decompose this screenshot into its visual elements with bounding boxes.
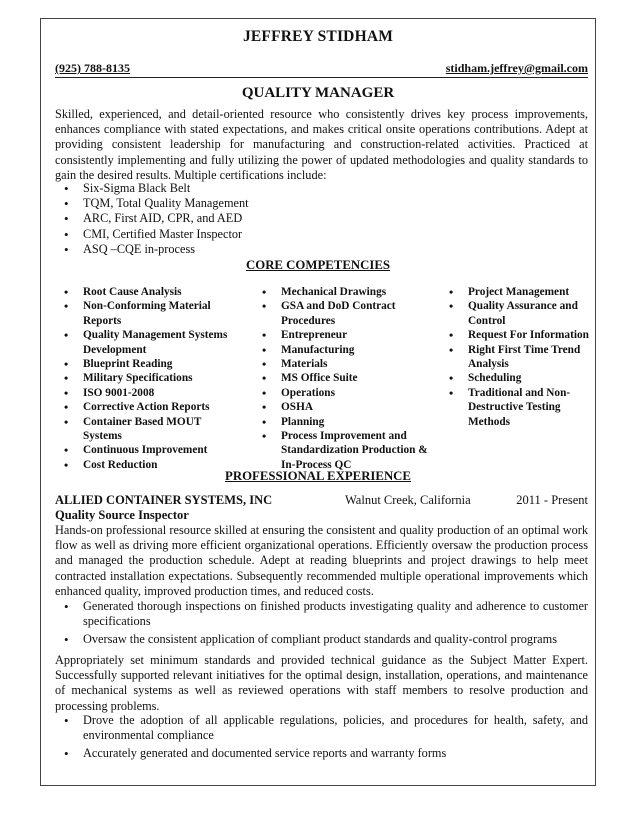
job-bullets-2 [55, 713, 588, 762]
job-bullet: • Generated thorough inspections on finished products investigating quality and adherence to customer specifications [55, 599, 588, 629]
candidate-name: JEFFREY STIDHAM [242, 28, 394, 45]
certification-item: • ASQ –CQE in-process [55, 242, 249, 257]
job-bullet: • Drove the adoption of all applicable regulations, policies, and procedures for health, safety, and environmental compliance [55, 713, 588, 743]
competency-item: • Entrepreneur [253, 328, 433, 342]
competency-item: • GSA and DoD Contract Procedures [253, 299, 433, 328]
job-description-paragraph-1: Hands-on professional resource skilled at ensuring the consistent and quality production of an optimal work flow as well as driving more efficient organizational operations. Efficiently oversaw the production process and managed the production schedule. Adept at reading blueprints and project drawings to help meet contracted installation expectations. Subsequently recommended multiple operational improvements which enhanced quality, improved production times, and reduced costs. [55, 523, 588, 598]
professional-experience-heading: PROFESSIONAL EXPERIENCE [225, 469, 411, 483]
job-bullet: • Oversaw the consistent application of compliant product standards and quality-control programs [55, 632, 588, 647]
job-location: Walnut Creek, California [345, 493, 471, 507]
competency-item: • Traditional and Non-Destructive Testing Methods [440, 386, 590, 429]
job-bullets-1 [55, 599, 588, 648]
competency-item: • Planning [253, 415, 433, 429]
competency-item: • Blueprint Reading [55, 357, 230, 371]
job-header [55, 493, 588, 509]
job-title: Quality Source Inspector [55, 508, 189, 522]
competency-item: • Quality Management Systems Development [55, 328, 230, 357]
job-bullet: • Accurately generated and documented service reports and warranty forms [55, 746, 588, 761]
competency-item: • Materials [253, 357, 433, 371]
competency-item: • MS Office Suite [253, 371, 433, 385]
job-description-paragraph-2: Appropriately set minimum standards and provided technical guidance as the Subject Matter Expert. Successfully supported relevant initiatives for the optimal design, installation, operations, and maintenance of mechanical systems as well as reviewed operations with staff members to resolve production and processing problems. [55, 653, 588, 713]
contact-line [55, 61, 588, 78]
certification-item: • TQM, Total Quality Management [55, 196, 249, 211]
competency-item: • Request For Information [440, 328, 590, 342]
competency-item: • OSHA [253, 400, 433, 414]
competency-item: • Mechanical Drawings [253, 285, 433, 299]
competency-item: • Root Cause Analysis [55, 285, 230, 299]
competency-item: • Continuous Improvement [55, 443, 230, 457]
competency-item: • Non-Conforming Material Reports [55, 299, 230, 328]
competency-item: • Cost Reduction [55, 458, 230, 472]
competency-item: • Right First Time Trend Analysis [440, 343, 590, 372]
competency-item: • Process Improvement and Standardization Production & In-Process QC [253, 429, 433, 472]
competency-column-3 [440, 285, 590, 429]
certification-item: • Six-Sigma Black Belt [55, 181, 249, 196]
resume-page [40, 18, 596, 786]
job-target-title: QUALITY MANAGER [241, 85, 395, 101]
email-address: stidham.jeffrey@gmail.com [445, 61, 588, 75]
competency-item: • Manufacturing [253, 343, 433, 357]
competency-item: • ISO 9001-2008 [55, 386, 230, 400]
competency-column-1 [55, 285, 230, 472]
competency-item: • Corrective Action Reports [55, 400, 230, 414]
competency-item: • Military Specifications [55, 371, 230, 385]
certification-list [55, 181, 249, 257]
certification-item: • ARC, First AID, CPR, and AED [55, 211, 249, 226]
certification-item: • CMI, Certified Master Inspector [55, 227, 249, 242]
competency-item: • Quality Assurance and Control [440, 299, 590, 328]
competency-item: • Scheduling [440, 371, 590, 385]
competency-item: • Project Management [440, 285, 590, 299]
core-competencies-heading: CORE COMPETENCIES [246, 258, 390, 272]
job-dates: 2011 - Present [516, 493, 588, 507]
phone-number: (925) 788-8135 [55, 61, 130, 75]
summary-paragraph: Skilled, experienced, and detail-oriented resource who consistently drives key process improvements, enhances compliance with stated expectations, and makes critical onsite operations contributions. Adept at providing consistent leadership for manufacturing and construction-related activities. Practiced at consistently implementing and fully utilizing the power of updated methodologies and quality standards to gain the desired results. Multiple certifications include: [55, 107, 588, 182]
competency-item: • Container Based MOUT Systems [55, 415, 230, 444]
company-name: ALLIED CONTAINER SYSTEMS, INC [55, 493, 273, 507]
competency-column-2 [253, 285, 433, 472]
competency-item: • Operations [253, 386, 433, 400]
